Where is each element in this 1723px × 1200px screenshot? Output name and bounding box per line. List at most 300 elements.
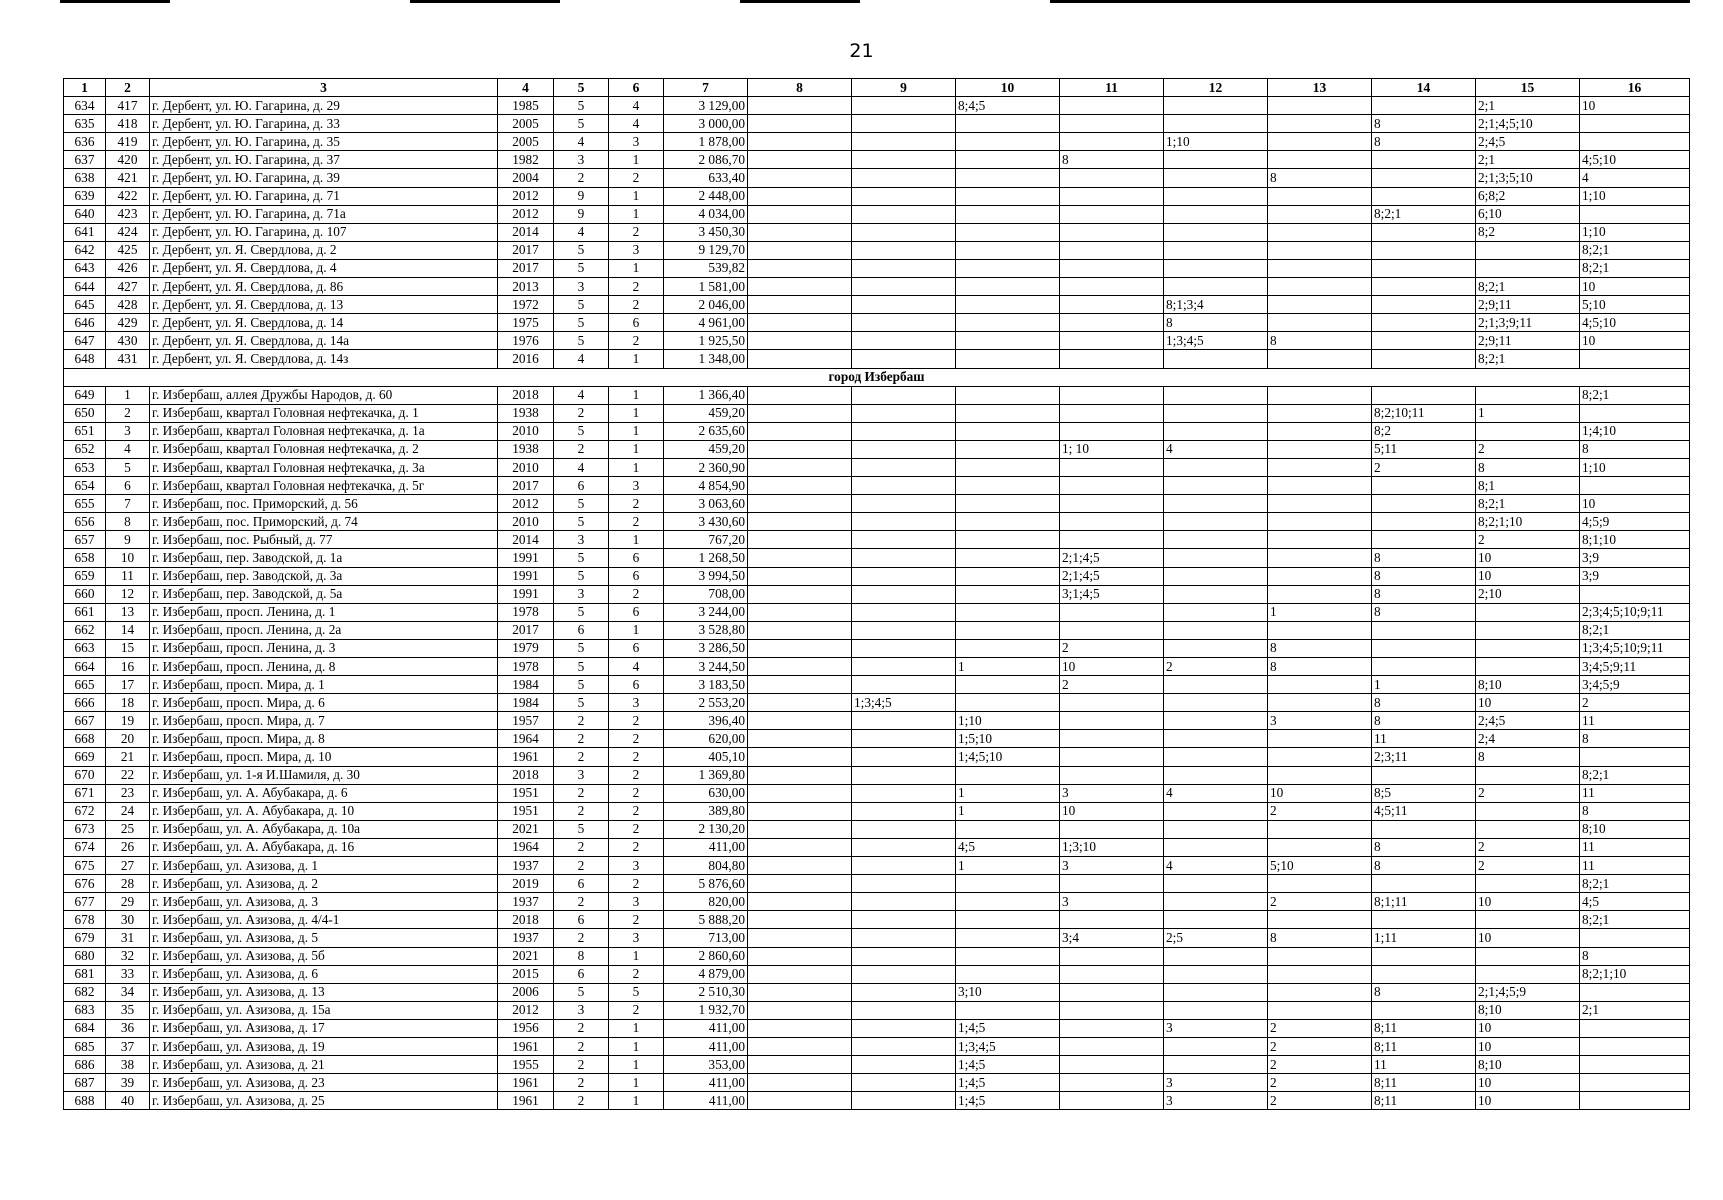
table-cell: 3	[1060, 893, 1164, 911]
table-cell: 713,00	[664, 929, 748, 947]
table-cell	[1164, 694, 1268, 712]
table-cell: 654	[64, 477, 106, 495]
table-cell: 2	[1268, 1019, 1372, 1037]
table-cell: 1;10	[956, 712, 1060, 730]
column-number-header: 12	[1164, 79, 1268, 97]
table-cell: г. Дербент, ул. Ю. Гагарина, д. 107	[150, 223, 498, 241]
table-cell	[852, 440, 956, 458]
table-cell	[1476, 820, 1580, 838]
table-cell: г. Избербаш, ул. А. Абубакара, д. 16	[150, 838, 498, 856]
table-cell: 427	[106, 278, 150, 296]
table-cell	[852, 603, 956, 621]
table-cell: 8;11	[1372, 1074, 1476, 1092]
table-cell	[956, 296, 1060, 314]
table-cell: 5	[554, 658, 609, 676]
column-number-header: 2	[106, 79, 150, 97]
table-row	[64, 350, 1690, 368]
table-cell: 2	[554, 929, 609, 947]
table-cell: 2;3;11	[1372, 748, 1476, 766]
column-number-header: 3	[150, 79, 498, 97]
table-cell: 2019	[498, 875, 554, 893]
table-cell: 4	[609, 97, 664, 115]
table-cell	[1060, 712, 1164, 730]
table-cell: 33	[106, 965, 150, 983]
table-cell: 3	[554, 531, 609, 549]
table-cell: 3	[609, 893, 664, 911]
table-row	[64, 929, 1690, 947]
table-cell	[748, 495, 852, 513]
table-cell	[1372, 766, 1476, 784]
table-row	[64, 133, 1690, 151]
table-cell	[748, 857, 852, 875]
table-cell	[748, 983, 852, 1001]
table-cell: 5	[554, 422, 609, 440]
table-cell: 11	[1372, 730, 1476, 748]
table-cell	[852, 549, 956, 567]
table-cell: 1951	[498, 784, 554, 802]
table-row	[64, 947, 1690, 965]
table-cell: 2;1;3;9;11	[1476, 314, 1580, 332]
table-cell: 8;1;3;4	[1164, 296, 1268, 314]
table-cell: 3;4;5;9	[1580, 676, 1690, 694]
table-cell: г. Избербаш, ул. Азизова, д. 25	[150, 1092, 498, 1110]
table-cell: г. Избербаш, пос. Приморский, д. 74	[150, 513, 498, 531]
table-cell: 1937	[498, 857, 554, 875]
table-cell: 2014	[498, 531, 554, 549]
table-cell	[1164, 585, 1268, 603]
table-cell: 5	[554, 513, 609, 531]
table-cell	[1580, 115, 1690, 133]
table-cell: 1	[956, 802, 1060, 820]
table-cell: 420	[106, 151, 150, 169]
table-cell: 1937	[498, 893, 554, 911]
table-row	[64, 386, 1690, 404]
table-cell: 2012	[498, 187, 554, 205]
table-cell	[1372, 621, 1476, 639]
table-cell: г. Избербаш, квартал Головная нефтекачка, д. 3а	[150, 458, 498, 476]
table-cell: г. Избербаш, ул. Азизова, д. 1	[150, 857, 498, 875]
table-cell	[1164, 169, 1268, 187]
table-row	[64, 603, 1690, 621]
table-cell: 4;5;10	[1580, 314, 1690, 332]
table-cell: г. Дербент, ул. Я. Свердлова, д. 4	[150, 259, 498, 277]
table-cell	[852, 314, 956, 332]
table-cell	[1164, 621, 1268, 639]
table-cell: г. Дербент, ул. Я. Свердлова, д. 14з	[150, 350, 498, 368]
table-cell: г. Избербаш, пос. Приморский, д. 56	[150, 495, 498, 513]
table-cell: 660	[64, 585, 106, 603]
table-cell	[748, 621, 852, 639]
table-row	[64, 259, 1690, 277]
table-cell: 1 932,70	[664, 1001, 748, 1019]
table-cell: 40	[106, 1092, 150, 1110]
table-cell: 1	[956, 784, 1060, 802]
table-cell: 1961	[498, 1074, 554, 1092]
table-cell: 8;1;10	[1580, 531, 1690, 549]
table-cell: 2	[554, 730, 609, 748]
table-cell: 389,80	[664, 802, 748, 820]
table-cell	[956, 477, 1060, 495]
column-number-header: 15	[1476, 79, 1580, 97]
table-cell	[1060, 133, 1164, 151]
table-cell	[1268, 241, 1372, 259]
table-cell	[852, 658, 956, 676]
table-cell: 8	[1476, 458, 1580, 476]
table-cell: 411,00	[664, 1019, 748, 1037]
table-cell	[1060, 694, 1164, 712]
table-cell: 22	[106, 766, 150, 784]
table-cell	[1164, 893, 1268, 911]
table-cell: 2	[554, 169, 609, 187]
table-cell: 637	[64, 151, 106, 169]
table-cell: 671	[64, 784, 106, 802]
table-cell	[956, 893, 1060, 911]
table-cell	[1268, 875, 1372, 893]
table-cell	[1164, 513, 1268, 531]
table-cell: 11	[106, 567, 150, 585]
table-cell: 2	[1476, 784, 1580, 802]
table-cell	[748, 115, 852, 133]
table-row	[64, 278, 1690, 296]
table-cell: 411,00	[664, 838, 748, 856]
table-cell	[852, 893, 956, 911]
table-cell: 1;3;4;5;10;9;11	[1580, 639, 1690, 657]
table-cell: 636	[64, 133, 106, 151]
table-cell	[1372, 513, 1476, 531]
table-cell: г. Избербаш, ул. Азизова, д. 5б	[150, 947, 498, 965]
table-cell: 2;4	[1476, 730, 1580, 748]
table-cell: 1;4;5	[956, 1019, 1060, 1037]
table-cell: 10	[106, 549, 150, 567]
table-cell: 2	[609, 838, 664, 856]
table-cell	[748, 133, 852, 151]
table-cell	[852, 766, 956, 784]
table-cell: 5 876,60	[664, 875, 748, 893]
table-row	[64, 332, 1690, 350]
table-cell: 1	[1476, 404, 1580, 422]
table-cell	[956, 911, 1060, 929]
table-cell: 1	[956, 658, 1060, 676]
column-number-header: 16	[1580, 79, 1690, 97]
table-cell: 6	[609, 567, 664, 585]
table-cell: 3	[554, 151, 609, 169]
table-cell: г. Избербаш, просп. Мира, д. 10	[150, 748, 498, 766]
scan-edge-line	[740, 0, 860, 3]
table-cell: 2	[1060, 639, 1164, 657]
table-cell: 4;5;9	[1580, 513, 1690, 531]
table-cell: г. Дербент, ул. Я. Свердлова, д. 14	[150, 314, 498, 332]
table-cell: 2;1;4;5;10	[1476, 115, 1580, 133]
table-cell	[1372, 350, 1476, 368]
table-cell: 2021	[498, 820, 554, 838]
table-cell: 2;1;4;5	[1060, 549, 1164, 567]
table-cell: 4	[554, 386, 609, 404]
table-cell: 2	[609, 223, 664, 241]
table-cell: 5	[554, 603, 609, 621]
table-cell	[748, 694, 852, 712]
table-cell	[852, 929, 956, 947]
table-cell	[1476, 259, 1580, 277]
table-cell: 2;9;11	[1476, 296, 1580, 314]
table-cell: 2 046,00	[664, 296, 748, 314]
table-row	[64, 911, 1690, 929]
table-cell	[1268, 404, 1372, 422]
table-cell: 4	[554, 223, 609, 241]
table-cell	[1580, 1019, 1690, 1037]
table-cell	[956, 1001, 1060, 1019]
table-cell	[748, 947, 852, 965]
table-cell: 429	[106, 314, 150, 332]
table-cell: 1;3;10	[1060, 838, 1164, 856]
table-cell: 3	[609, 477, 664, 495]
table-cell	[1268, 205, 1372, 223]
table-cell: 6	[554, 875, 609, 893]
table-cell	[852, 639, 956, 657]
table-cell: 8	[1372, 712, 1476, 730]
table-cell	[1372, 187, 1476, 205]
table-cell	[1268, 278, 1372, 296]
table-cell	[852, 151, 956, 169]
table-cell	[1580, 983, 1690, 1001]
table-cell	[1060, 911, 1164, 929]
table-cell: 8	[1580, 947, 1690, 965]
table-cell: 684	[64, 1019, 106, 1037]
table-cell: 3;9	[1580, 549, 1690, 567]
table-cell	[1060, 97, 1164, 115]
table-cell	[852, 296, 956, 314]
table-cell	[1164, 404, 1268, 422]
table-cell: г. Избербаш, просп. Ленина, д. 3	[150, 639, 498, 657]
table-cell: 2012	[498, 205, 554, 223]
table-cell	[1164, 947, 1268, 965]
table-cell: 1 925,50	[664, 332, 748, 350]
table-cell: 5	[554, 820, 609, 838]
table-cell: 2	[609, 495, 664, 513]
table-cell: 2016	[498, 350, 554, 368]
table-cell	[1164, 386, 1268, 404]
table-cell: г. Избербаш, квартал Головная нефтекачка, д. 1а	[150, 422, 498, 440]
table-cell	[748, 676, 852, 694]
table-cell: 1964	[498, 838, 554, 856]
table-cell: 2	[554, 1074, 609, 1092]
table-cell	[956, 169, 1060, 187]
table-cell	[1060, 965, 1164, 983]
table-cell: 672	[64, 802, 106, 820]
table-cell	[1268, 386, 1372, 404]
table-cell	[956, 513, 1060, 531]
table-cell: 32	[106, 947, 150, 965]
table-cell	[1060, 875, 1164, 893]
table-cell: 650	[64, 404, 106, 422]
table-cell	[748, 187, 852, 205]
table-cell	[852, 730, 956, 748]
table-cell: г. Избербаш, пер. Заводской, д. 3а	[150, 567, 498, 585]
table-cell: 2	[1580, 694, 1690, 712]
table-cell	[1372, 531, 1476, 549]
table-cell: 6	[609, 639, 664, 657]
table-cell: 630,00	[664, 784, 748, 802]
table-cell: 4;5	[1580, 893, 1690, 911]
table-cell: 2 086,70	[664, 151, 748, 169]
table-cell: 641	[64, 223, 106, 241]
table-cell: 10	[1476, 567, 1580, 585]
table-cell: 417	[106, 97, 150, 115]
table-cell	[956, 404, 1060, 422]
table-cell: 681	[64, 965, 106, 983]
table-cell: 5	[554, 115, 609, 133]
table-cell	[748, 477, 852, 495]
table-cell: 8	[1580, 802, 1690, 820]
table-cell: 8	[1476, 748, 1580, 766]
table-cell: 10	[1476, 929, 1580, 947]
table-cell	[852, 802, 956, 820]
table-cell: 3	[609, 241, 664, 259]
table-cell: 2	[1060, 676, 1164, 694]
table-cell: 8;2	[1476, 223, 1580, 241]
table-row	[64, 1056, 1690, 1074]
table-cell	[1476, 802, 1580, 820]
table-cell	[1164, 531, 1268, 549]
table-cell: 2	[554, 784, 609, 802]
table-cell: 8	[1268, 929, 1372, 947]
table-cell	[1372, 241, 1476, 259]
table-cell: 1937	[498, 929, 554, 947]
table-cell: 655	[64, 495, 106, 513]
table-cell: 411,00	[664, 1092, 748, 1110]
table-cell: 8	[1268, 639, 1372, 657]
table-cell	[956, 820, 1060, 838]
table-cell: 1	[609, 151, 664, 169]
table-cell: 5	[106, 458, 150, 476]
table-cell: 2	[554, 748, 609, 766]
table-cell: 3	[1060, 857, 1164, 875]
table-cell: 2	[554, 838, 609, 856]
table-cell	[1268, 314, 1372, 332]
table-cell	[748, 658, 852, 676]
table-cell: 8;2;10;11	[1372, 404, 1476, 422]
table-cell: 2	[554, 857, 609, 875]
table-cell: 2017	[498, 241, 554, 259]
column-number-header: 14	[1372, 79, 1476, 97]
table-cell: 8;10	[1476, 1056, 1580, 1074]
table-cell: 2	[609, 332, 664, 350]
table-cell	[748, 332, 852, 350]
table-cell: 1	[609, 187, 664, 205]
table-cell: 8	[106, 513, 150, 531]
table-cell: 5	[554, 549, 609, 567]
table-cell: 3	[554, 278, 609, 296]
table-cell	[1164, 115, 1268, 133]
table-cell: 10	[1268, 784, 1372, 802]
table-cell: 8;2;1	[1580, 621, 1690, 639]
table-cell: г. Избербаш, ул. Азизова, д. 21	[150, 1056, 498, 1074]
table-cell: 2018	[498, 386, 554, 404]
table-row	[64, 585, 1690, 603]
table-cell	[1372, 947, 1476, 965]
table-cell: 8	[1580, 440, 1690, 458]
table-cell: 2012	[498, 495, 554, 513]
table-cell	[1060, 115, 1164, 133]
table-cell: 4	[609, 115, 664, 133]
table-cell	[1060, 983, 1164, 1001]
table-cell	[1372, 278, 1476, 296]
table-cell	[1580, 1074, 1690, 1092]
table-cell	[1060, 766, 1164, 784]
table-cell: 1	[609, 386, 664, 404]
table-cell	[1268, 350, 1372, 368]
table-cell: 2010	[498, 513, 554, 531]
table-cell	[1060, 404, 1164, 422]
table-cell: 8	[1372, 549, 1476, 567]
table-cell	[956, 531, 1060, 549]
table-cell	[1164, 549, 1268, 567]
table-cell: 2	[1268, 802, 1372, 820]
column-number-header: 7	[664, 79, 748, 97]
table-cell: 10	[1476, 694, 1580, 712]
table-cell: 2	[609, 784, 664, 802]
table-cell: 2	[554, 440, 609, 458]
table-cell: г. Избербаш, ул. Азизова, д. 2	[150, 875, 498, 893]
table-cell	[956, 585, 1060, 603]
table-cell	[852, 676, 956, 694]
table-cell	[1268, 621, 1372, 639]
scan-edge-line	[410, 0, 560, 3]
scan-edge-line	[1050, 0, 1690, 3]
table-cell	[1476, 422, 1580, 440]
table-cell	[1268, 766, 1372, 784]
table-cell: г. Избербаш, просп. Мира, д. 8	[150, 730, 498, 748]
table-cell: 2;9;11	[1476, 332, 1580, 350]
table-cell	[1060, 1092, 1164, 1110]
table-cell: 1;4;10	[1580, 422, 1690, 440]
table-cell	[852, 169, 956, 187]
table-cell	[956, 133, 1060, 151]
table-cell	[852, 1019, 956, 1037]
table-cell	[748, 151, 852, 169]
table-cell: г. Дербент, ул. Я. Свердлова, д. 13	[150, 296, 498, 314]
table-cell	[748, 748, 852, 766]
table-cell: 638	[64, 169, 106, 187]
table-cell: г. Избербаш, ул. А. Абубакара, д. 10а	[150, 820, 498, 838]
table-cell: 1978	[498, 603, 554, 621]
table-cell: 34	[106, 983, 150, 1001]
table-cell: г. Избербаш, ул. Азизова, д. 23	[150, 1074, 498, 1092]
table-cell	[748, 205, 852, 223]
table-cell: 425	[106, 241, 150, 259]
table-cell	[1372, 875, 1476, 893]
table-cell: 642	[64, 241, 106, 259]
table-cell: 3 244,00	[664, 603, 748, 621]
table-cell: 2	[609, 766, 664, 784]
table-cell: 11	[1580, 784, 1690, 802]
table-cell	[1164, 802, 1268, 820]
table-cell: 1	[609, 621, 664, 639]
table-cell: 670	[64, 766, 106, 784]
table-cell	[1268, 477, 1372, 495]
table-cell: г. Избербаш, просп. Ленина, д. 2а	[150, 621, 498, 639]
table-row	[64, 1074, 1690, 1092]
table-cell: 8;2;1;10	[1580, 965, 1690, 983]
table-row	[64, 549, 1690, 567]
table-cell	[1060, 1037, 1164, 1055]
table-cell: 1982	[498, 151, 554, 169]
table-cell: 24	[106, 802, 150, 820]
table-cell	[852, 531, 956, 549]
table-cell: 3	[609, 929, 664, 947]
table-cell	[852, 477, 956, 495]
table-cell: 424	[106, 223, 150, 241]
table-cell: 6	[609, 603, 664, 621]
